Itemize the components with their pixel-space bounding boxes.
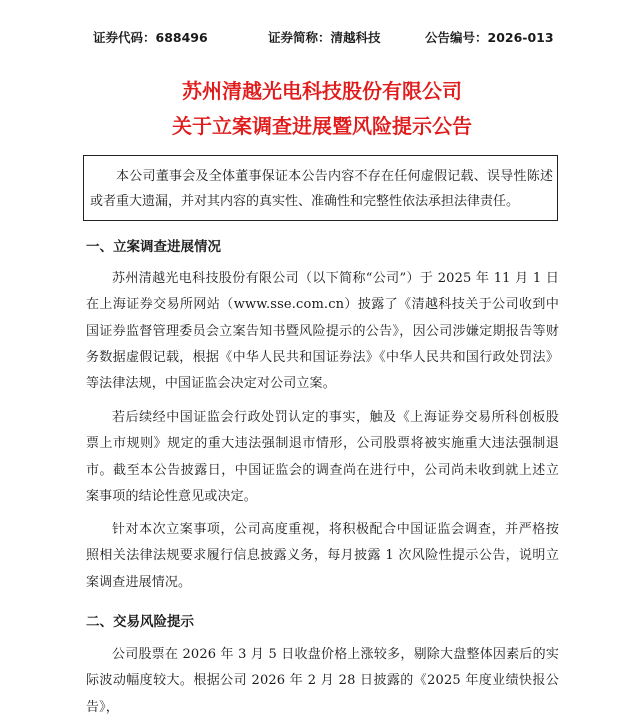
- paragraph: 公司股票在 2026 年 3 月 5 日收盘价格上涨较多，剔除大盘整体因素后的实际波动幅度较大。根据公司 2026 年 2 月 28 日披露的《2025 年度业绩快报公告》，: [86, 647, 559, 715]
- section-heading-trading-risk: 二、交易风险提示: [86, 614, 194, 630]
- company-title: 苏州清越光电科技股份有限公司: [182, 79, 462, 103]
- security-code: 证券代码：688496: [93, 30, 208, 45]
- disclaimer-box: [83, 155, 558, 221]
- announcement-number: 公告编号：2026-013: [425, 30, 554, 45]
- disclaimer-text: 本公司董事会及全体董事保证本公告内容不存在任何虚假记载、误导性陈述或者重大遗漏，并对其内容的真实性、准确性和完整性依法承担法律责任。: [90, 169, 553, 209]
- security-abbreviation: 证券简称：清越科技: [268, 30, 381, 45]
- paragraph: 苏州清越光电科技股份有限公司（以下简称“公司”）于 2025 年 11 月 1 日在上海证券交易所网站（www.sse.com.cn）披露了《清越科技关于公司收到中国证券监督管理委员会立案告知书暨风险提示的公告》，因公司涉嫌定期报告等财务数据虚假记载，根据《中华人民共和国证券法》《中华人民共和国行政处罚法》等法律法规，中国证监会决定对公司立案。: [86, 271, 559, 392]
- announcement-title: 关于立案调查进展暨风险提示公告: [172, 114, 472, 138]
- paragraph: 针对本次立案事项，公司高度重视，将积极配合中国证监会调查，并严格按照相关法律法规要求履行信息披露义务，每月披露 1 次风险性提示公告，说明立案调查进展情况。: [86, 522, 559, 590]
- paragraph: 若后续经中国证监会行政处罚认定的事实，触及《上海证券交易所科创板股票上市规则》规定的重大违法强制退市情形，公司股票将被实施重大违法强制退市。截至本公告披露日，中国证监会的调查尚在进行中，公司尚未收到就上述立案事项的结论性意见或决定。: [86, 410, 559, 504]
- section-heading-investigation: 一、立案调查进展情况: [86, 239, 221, 255]
